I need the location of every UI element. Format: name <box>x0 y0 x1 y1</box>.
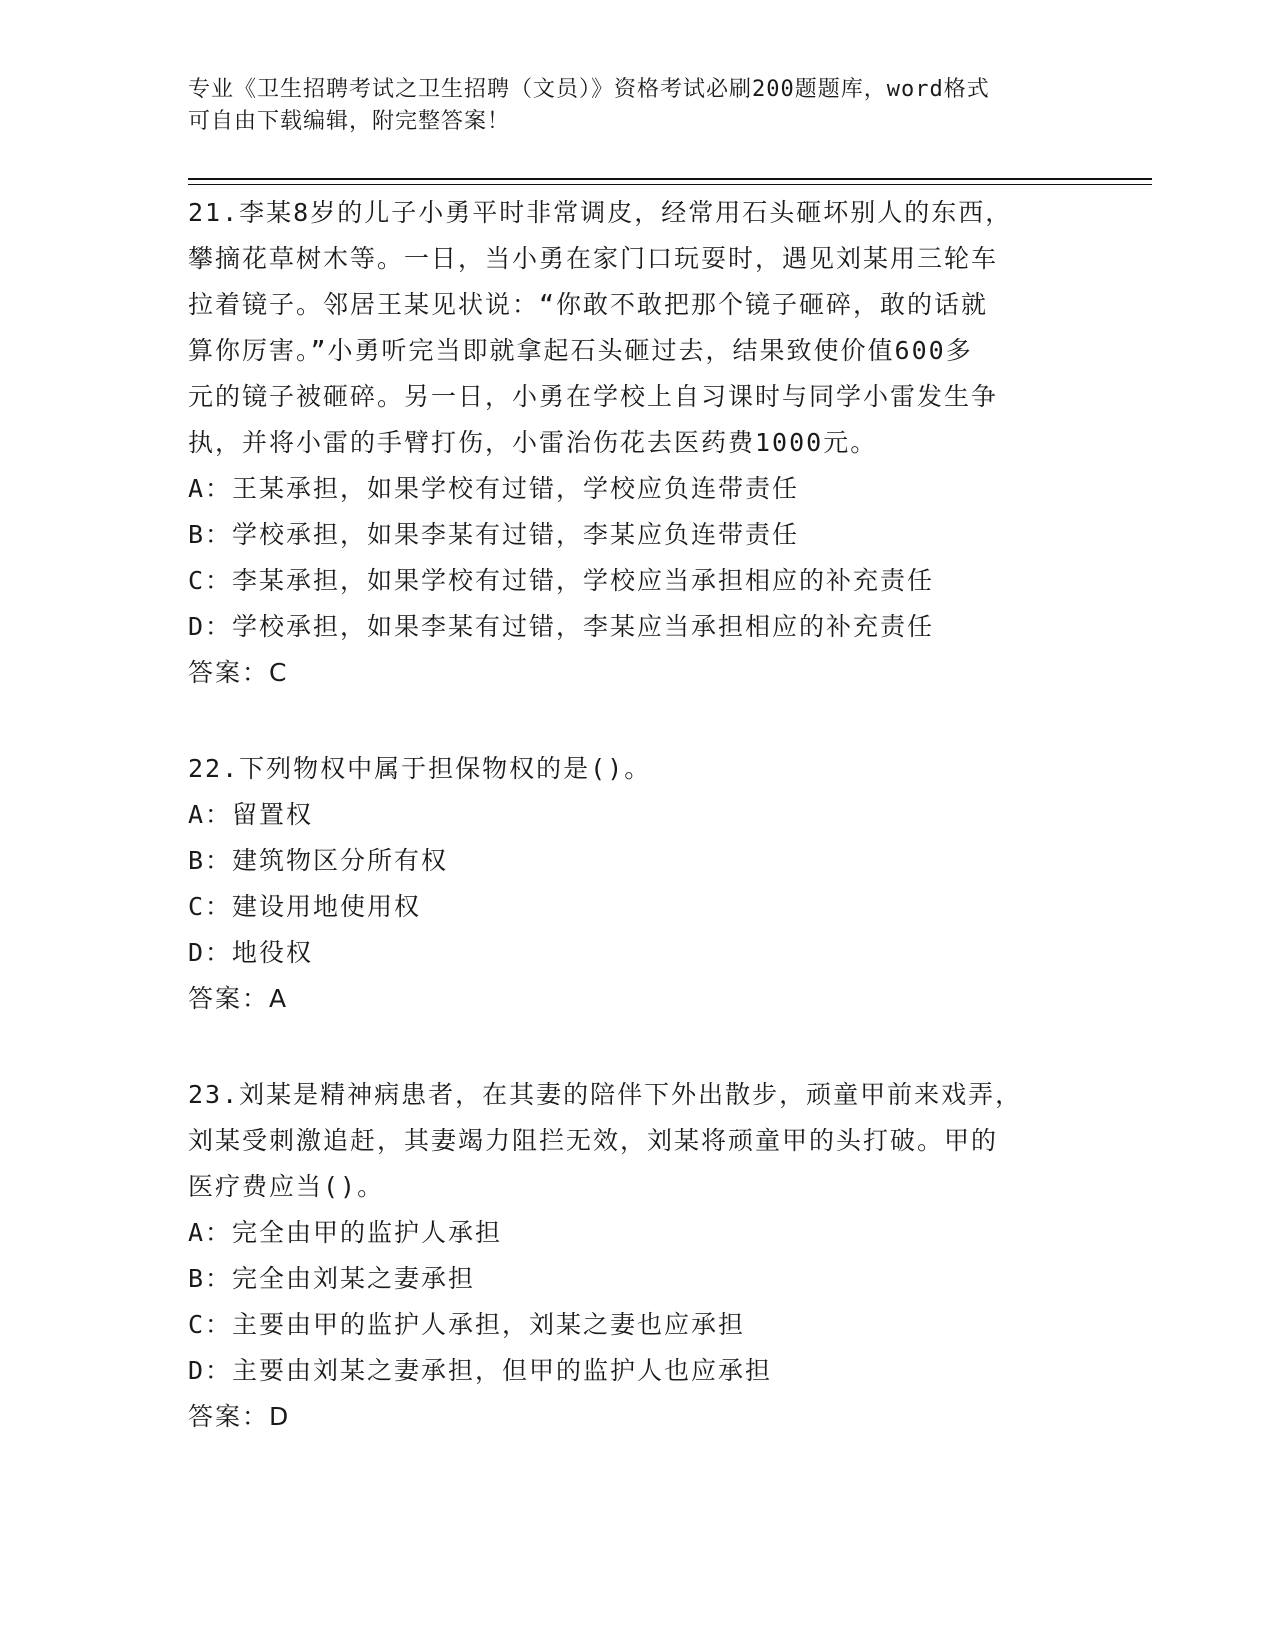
question-stem: 23.刘某是精神病患者，在其妻的陪伴下外出散步，顽童甲前来戏弄， <box>188 1080 1023 1109</box>
question-stem: 执，并将小雷的手臂打伤，小雷治伤花去医药费1000元。 <box>188 428 878 457</box>
answer-line <box>188 976 1068 1022</box>
question-stem: 22.下列物权中属于担保物权的是()。 <box>188 754 652 783</box>
question-stem: 拉着镜子。邻居王某见状说：“你敢不敢把那个镜子砸碎，敢的话就 <box>188 290 989 319</box>
question-21 <box>188 190 1068 696</box>
option-a: A：留置权 <box>188 800 314 829</box>
header-divider <box>188 184 1152 185</box>
answer-value: C <box>269 658 287 687</box>
question-22 <box>188 746 1068 1022</box>
answer-value: A <box>269 984 287 1013</box>
option-c: C：主要由甲的监护人承担，刘某之妻也应承担 <box>188 1310 746 1339</box>
question-list <box>188 190 1068 1490</box>
option-b: B：学校承担，如果李某有过错，李某应负连带责任 <box>188 520 800 549</box>
question-stem: 攀摘花草树木等。一日，当小勇在家门口玩耍时，遇见刘某用三轮车 <box>188 244 999 273</box>
option-d: D：地役权 <box>188 938 314 967</box>
answer-line <box>188 1394 1068 1440</box>
question-stem: 医疗费应当()。 <box>188 1172 385 1201</box>
header-line: 专业《卫生招聘考试之卫生招聘（文员）》资格考试必刷200题题库，word格式 <box>188 77 990 102</box>
question-stem: 算你厉害。”小勇听完当即就拿起石头砸过去，结果致使价值600多 <box>188 336 973 365</box>
question-stem: 21.李某8岁的儿子小勇平时非常调皮，经常用石头砸坏别人的东西， <box>188 198 1013 227</box>
option-d: D：主要由刘某之妻承担，但甲的监护人也应承担 <box>188 1356 773 1385</box>
option-b: B：完全由刘某之妻承担 <box>188 1264 476 1293</box>
answer-line <box>188 650 1068 696</box>
option-c: C：李某承担，如果学校有过错，学校应当承担相应的补充责任 <box>188 566 935 595</box>
answer-label: 答案： <box>188 984 270 1013</box>
option-d: D：学校承担，如果李某有过错，李某应当承担相应的补充责任 <box>188 612 935 641</box>
document-header <box>188 74 1068 138</box>
question-23 <box>188 1072 1068 1440</box>
option-a: A：王某承担，如果学校有过错，学校应负连带责任 <box>188 474 800 503</box>
answer-value: D <box>269 1402 289 1431</box>
option-b: B：建筑物区分所有权 <box>188 846 449 875</box>
option-a: A：完全由甲的监护人承担 <box>188 1218 503 1247</box>
question-stem: 元的镜子被砸碎。另一日，小勇在学校上自习课时与同学小雷发生争 <box>188 382 999 411</box>
header-divider <box>188 178 1152 180</box>
option-c: C：建设用地使用权 <box>188 892 422 921</box>
answer-label: 答案： <box>188 658 270 687</box>
question-stem: 刘某受刺激追赶，其妻竭力阻拦无效，刘某将顽童甲的头打破。甲的 <box>188 1126 999 1155</box>
header-line: 可自由下载编辑，附完整答案！ <box>188 109 511 134</box>
answer-label: 答案： <box>188 1402 270 1431</box>
